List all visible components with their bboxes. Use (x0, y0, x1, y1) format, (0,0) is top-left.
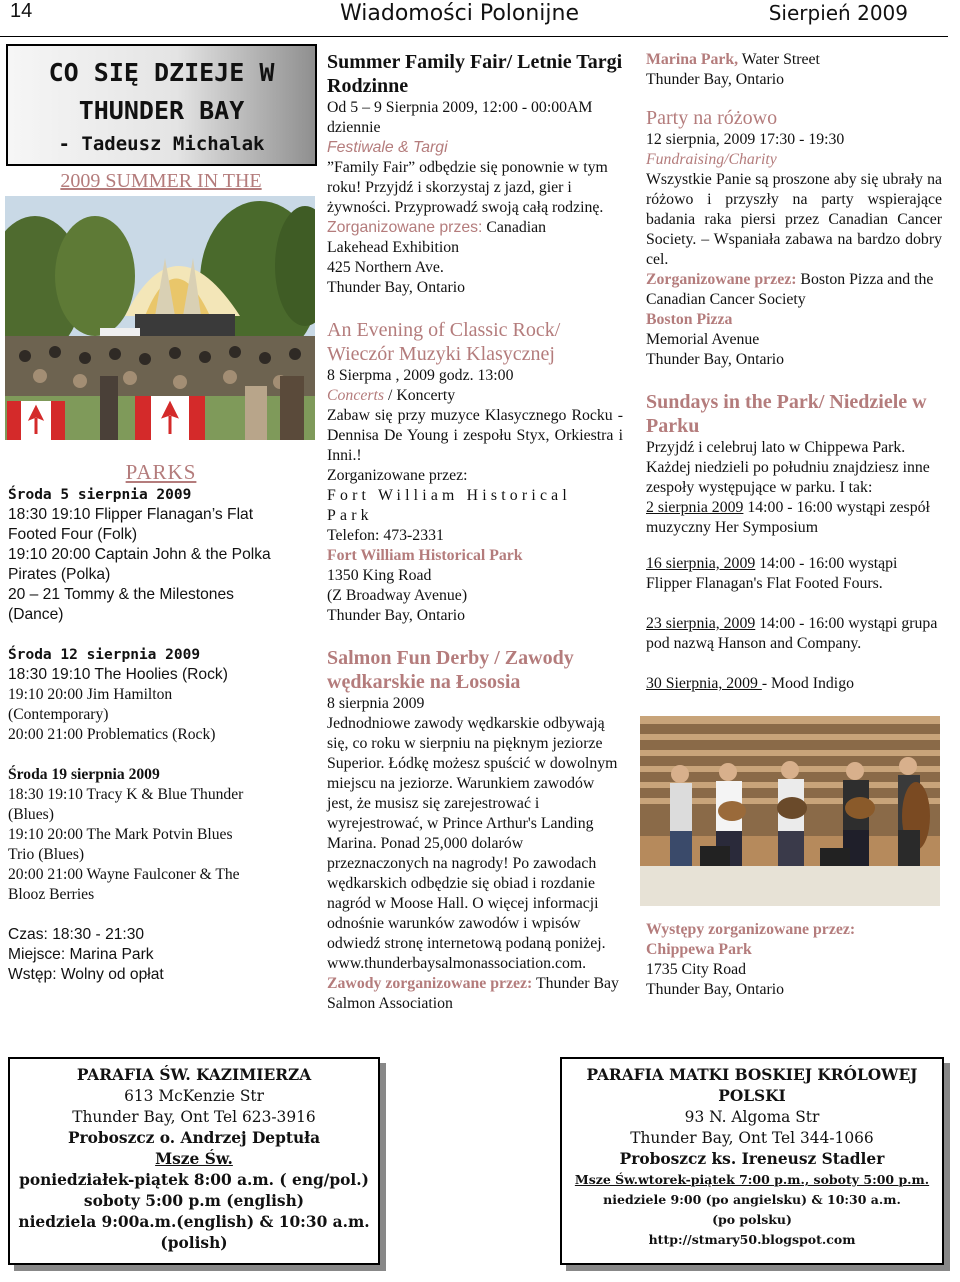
week3-line: (Blues) (8, 806, 54, 823)
issue-date: Sierpień 2009 (768, 1, 908, 25)
pink-party-address: Memorial Avenue (646, 331, 760, 348)
fair-org-name: Canadian (486, 219, 547, 236)
week1-line: (Dance) (8, 606, 64, 623)
pink-party-desc: Wszystkie Panie są proszone aby się ubrały na różowo i przyszły na party wspierające badania raka piersi przez Canadian Cancer Society. – Wspaniała zabawa na bardzo dobry cel. (646, 171, 942, 268)
author-byline: - Tadeusz Michalak (58, 133, 265, 155)
sundays-item-date: 16 sierpnia, 2009 (646, 555, 756, 572)
parish1-masses-label: Msze Św. (155, 1150, 233, 1168)
sundays-venue: Chippewa Park (646, 941, 752, 958)
parish1-mass: poniedziałek-piątek 8:00 a.m. ( eng/pol.) (19, 1171, 369, 1189)
sundays-item (646, 554, 942, 594)
parish1-mass: niedziela 9:00a.m.(english) & 10:30 a.m. (18, 1213, 370, 1231)
sundays-item-text: - Mood Indigo (761, 675, 854, 692)
parish-matki-boskiej-box (560, 1057, 944, 1265)
rock-address: (Z Broadway Avenue) (327, 587, 468, 604)
pink-party-address: Thunder Bay, Ontario (646, 351, 785, 368)
week2-line: 19:10 20:00 Jim Hamilton (8, 686, 173, 703)
sundays-item-text: 14:00 - 16:00 wystąpi zespół muzyczny Her Symposium (646, 499, 930, 536)
rock-org-name: Fort William Historical Park (327, 487, 571, 524)
week3-line: 18:30 19:10 Tracy K & Blue Thunder (8, 786, 244, 803)
fair-org-label: Zorganizowane przes: (327, 219, 483, 236)
parish1-priest: Proboszcz o. Andrzej Deptuła (67, 1129, 321, 1147)
rock-address: Thunder Bay, Ontario (327, 607, 466, 624)
section-title-box (6, 44, 317, 166)
rock-venue: Fort William Historical Park (327, 547, 523, 564)
sundays-item-date: 30 Sierpnia, 2009 (646, 675, 762, 692)
sundays-address: Thunder Bay, Ontario (646, 981, 785, 998)
derby-org-name: Thunder Bay Salmon Association (327, 975, 619, 1012)
pink-party-title: Party na różowo (646, 107, 778, 129)
week1-line: 19:10 20:00 Captain John & the Polka (8, 546, 271, 563)
events-column-2 (327, 50, 623, 1014)
parish2-website: http://stmary50.blogspot.com (648, 1232, 856, 1247)
fair-desc: ”Family Fair” odbędzie się ponownie w tym roku! Przyjdź i skorzystaj z jazd, gier i żywności. Przyprowadź swoją całą rodzinę. (327, 159, 608, 216)
rock-desc: Zabaw się przy muzyce Klasycznego Rocku - Dennisa De Young i zespołu Styx, Orkiestra i Inni.! (327, 407, 623, 464)
rock-org-label: Zorganizowane przez: (327, 467, 468, 484)
week1-line: Footed Four (Folk) (8, 526, 138, 543)
fair-address: 425 Northern Ave. (327, 259, 444, 276)
sundays-title: Sundays in the Park/ Niedziele w Parku (646, 391, 927, 437)
concert-crowd-photo (5, 196, 315, 440)
week3-date: Środa 19 sierpnia 2009 (8, 766, 160, 783)
marina-venue: Marina Park, (646, 51, 739, 68)
week3-line: Trio (Blues) (8, 846, 85, 863)
parish1-name: PARAFIA ŚW. KAZIMIERZA (76, 1066, 312, 1084)
section-title-line1: CO SIĘ DZIEJE W (48, 58, 275, 87)
week1-line: Pirates (Polka) (8, 566, 111, 583)
derby-org-label: Zawody zorganizowane przez: (327, 975, 533, 992)
week2-line: 20:00 21:00 Problematics (Rock) (8, 726, 216, 743)
sundays-org-label: Występy zorganizowane przez: (646, 921, 856, 938)
week2-line: 18:30 19:10 The Hoolies (Rock) (8, 666, 228, 683)
derby-desc: Jednodniowe zawody wędkarskie odbywają się, co roku w sierpniu na pięknym jeziorze Superior. Łódkę możesz spuścić w dowolnym miejscu na jeziorze. Warunkiem zawodów jest, że musisz się zarejestrować i wyrejestrować, w Prince Arthur's Landing Marina. Ponad 25,000 dolarów przeznaczonych na nagrody! Po zawodach wędkarskich odbędzie się obiad i rozdanie nagród w Moose Hall. O więcej informacji odnośnie warunków zawodów i wpisów odwiedź stronę internetową podaną poniżej. (327, 715, 618, 952)
summer-heading: 2009 SUMMER IN THE (60, 170, 262, 192)
header-rule (0, 36, 948, 37)
parish2-city: Thunder Bay, Ont Tel 344-1066 (630, 1129, 874, 1147)
pink-party-when: 12 sierpnia, 2009 17:30 - 19:30 (646, 131, 845, 148)
derby-title: Salmon Fun Derby / Zawody wędkarskie na Łososia (327, 647, 574, 693)
parks-admission: Wstęp: Wolny od opłat (8, 966, 164, 983)
parish1-city: Thunder Bay, Ont Tel 623-3916 (72, 1108, 316, 1126)
parks-venue: Miejsce: Marina Park (8, 946, 154, 963)
fair-address: Thunder Bay, Ontario (327, 279, 466, 296)
rock-phone: Telefon: 473-2331 (327, 527, 444, 544)
parish1-mass: (polish) (160, 1234, 228, 1252)
week3-line: Blooz Berries (8, 886, 95, 903)
pink-party-venue: Boston Pizza (646, 311, 733, 328)
parish2-street: 93 N. Algoma Str (684, 1108, 820, 1126)
sundays-address: 1735 City Road (646, 961, 747, 978)
sundays-item-text: 14:00 - 16:00 wystąpi grupa pod nazwą Hanson and Company. (646, 615, 938, 652)
pink-party-org-name: Boston Pizza and the Canadian Cancer Society (646, 271, 934, 308)
sundays-item (646, 674, 942, 694)
week1-line: 20 – 21 Tommy & the Milestones (8, 586, 234, 603)
parish1-mass: soboty 5:00 p.m (english) (83, 1192, 305, 1210)
fair-when: Od 5 – 9 Sierpnia 2009, 12:00 - 00:00AM dziennie (327, 99, 593, 136)
pink-party-org-label: Zorganizowane przez: (646, 271, 797, 288)
week1-date: Środa 5 sierpnia 2009 (8, 487, 192, 503)
parish2-name: PARAFIA MATKI BOSKIEJ KRÓLOWEJ POLSKI (586, 1066, 918, 1105)
parish2-sunday: niedziele 9:00 (po angielsku) & 10:30 a.m. (603, 1192, 901, 1207)
week2-line: (Contemporary) (8, 706, 109, 723)
derby-when: 8 sierpnia 2009 (327, 695, 425, 712)
marina-street: Water Street (738, 51, 820, 68)
week3-line: 19:10 20:00 The Mark Potvin Blues (8, 826, 233, 843)
rock-category-pl: / Koncerty (384, 387, 456, 404)
parish-kazimierza-box (8, 1057, 380, 1265)
sundays-item-date: 23 sierpnia, 2009 (646, 615, 756, 632)
week2-date: Środa 12 sierpnia 2009 (8, 647, 201, 663)
sundays-item-text: 14:00 - 16:00 wystąpi Flipper Flanagan's Flat Footed Fours. (646, 555, 898, 592)
sundays-item (646, 614, 942, 654)
page-number: 14 (10, 0, 33, 22)
rock-title: An Evening of Classic Rock/ Wieczór Muzyki Klasycznej (327, 319, 561, 365)
rock-address: 1350 King Road (327, 567, 432, 584)
derby-url: www.thunderbaysalmonassociation.com. (327, 955, 587, 972)
parks-schedule (8, 485, 316, 985)
section-title-line2: THUNDER BAY (78, 96, 245, 125)
band-stage-photo (640, 716, 940, 906)
sundays-desc: Przyjdź i celebruj lato w Chippewa Park. Każdej niedzieli po południu znajdziesz inne zespoły występujące w parku. I tak: (646, 439, 930, 496)
rock-when: 8 Sierpma , 2009 godz. 13:00 (327, 367, 514, 384)
parks-time: Czas: 18:30 - 21:30 (8, 926, 145, 943)
rock-category: Concerts (327, 387, 385, 404)
publication-title: Wiadomości Polonijne (340, 1, 580, 26)
parish2-priest: Proboszcz ks. Ireneusz Stadler (619, 1150, 885, 1168)
week3-line: 20:00 21:00 Wayne Faulconer & The (8, 866, 240, 883)
marina-city: Thunder Bay, Ontario (646, 71, 785, 88)
parish2-sunday-lang: (po polsku) (712, 1212, 792, 1227)
pink-party-category: Fundraising/Charity (646, 151, 777, 168)
week1-line: 18:30 19:10 Flipper Flanagan’s Flat (8, 506, 254, 523)
fair-category: Festiwale & Targi (327, 139, 448, 156)
fair-address: Lakehead Exhibition (327, 239, 460, 256)
parish1-street: 613 McKenzie Str (124, 1087, 264, 1105)
parks-heading: PARKS (125, 460, 197, 484)
fair-title: Summer Family Fair/ Letnie Targi Rodzinne (327, 51, 623, 97)
sundays-item-date: 2 sierpnia 2009 (646, 499, 744, 516)
parish2-masses: Msze Św.wtorek-piątek 7:00 p.m., soboty 5:00 p.m. (574, 1172, 930, 1187)
sundays-item (646, 498, 942, 538)
